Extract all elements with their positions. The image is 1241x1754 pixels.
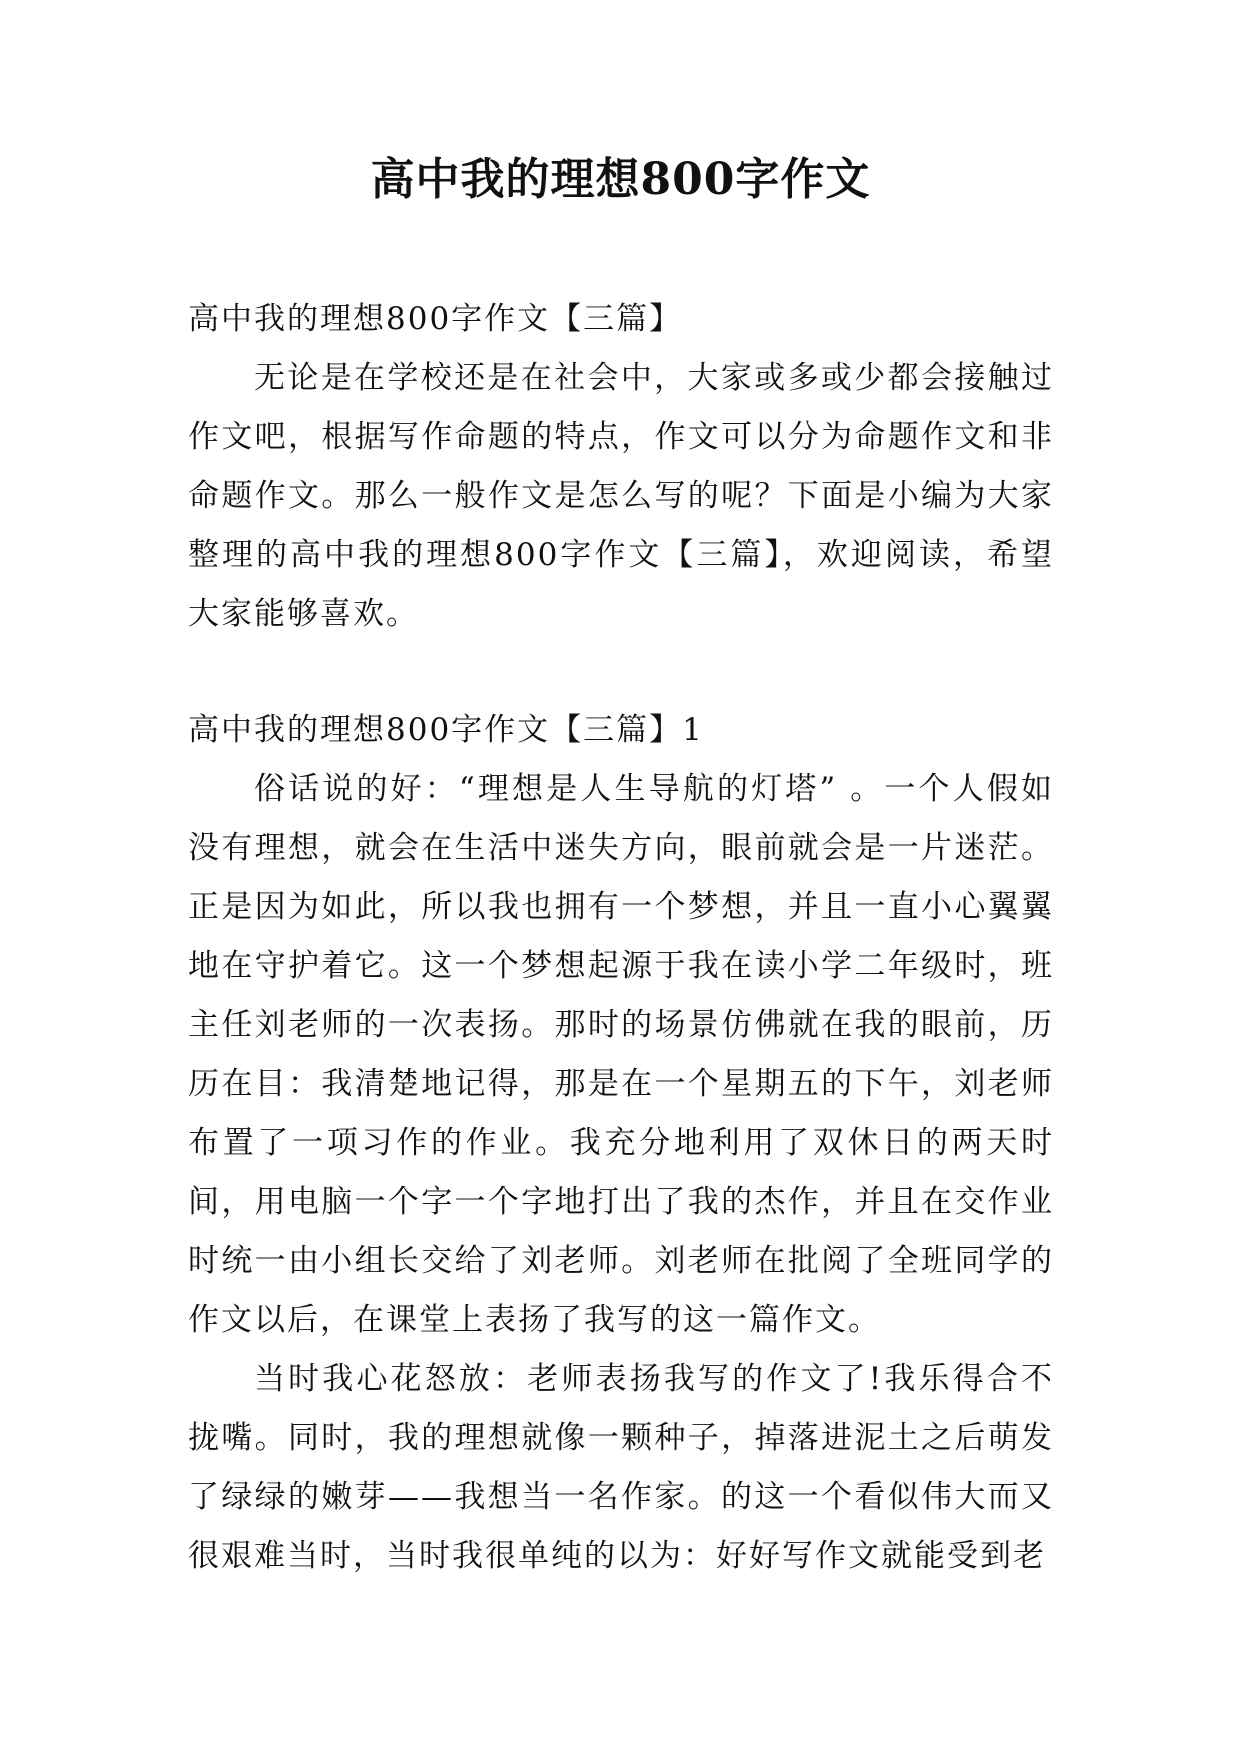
intro-heading: 高中我的理想800字作文【三篇】 [188,301,683,337]
intro-paragraph: 无论是在学校还是在社会中，大家或多或少都会接触过作文吧，根据写作命题的特点，作文可以分为命题作文和非命题作文。那么一般作文是怎么写的呢？下面是小编为大家整理的高中我的理想800字作文【三篇】，欢迎阅读，希望大家能够喜欢。 [188,360,1054,632]
section-spacer [188,644,1054,701]
section-1-paragraph-1: 俗话说的好：“理想是人生导航的灯塔” 。一个人假如没有理想，就会在生活中迷失方向，眼前就会是一片迷茫。正是因为如此，所以我也拥有一个梦想，并且一直小心翼翼地在守护着它。这一个梦想起源于我在读小学二年级时，班主任刘老师的一次表扬。那时的场景仿佛就在我的眼前，历历在目：我清楚地记得，那是在一个星期五的下午，刘老师布置了一项习作的作业。我充分地利用了双休日的两天时间，用电脑一个字一个字地打出了我的杰作，并且在交作业时统一由小组长交给了刘老师。刘老师在批阅了全班同学的作文以后，在课堂上表扬了我写的这一篇作文。 [188,771,1054,1338]
section-1-heading: 高中我的理想800字作文【三篇】1 [188,712,704,748]
section-1-paragraph-2: 当时我心花怒放：老师表扬我写的作文了!我乐得合不拢嘴。同时，我的理想就像一颗种子，掉落进泥土之后萌发了绿绿的嫩芽——我想当一名作家。的这一个看似伟大而又很艰难当时，当时我很单纯的以为：好好写作文就能受到老 [188,1361,1054,1574]
document-body [188,290,1054,1586]
document-title: 高中我的理想800字作文 [370,154,871,205]
